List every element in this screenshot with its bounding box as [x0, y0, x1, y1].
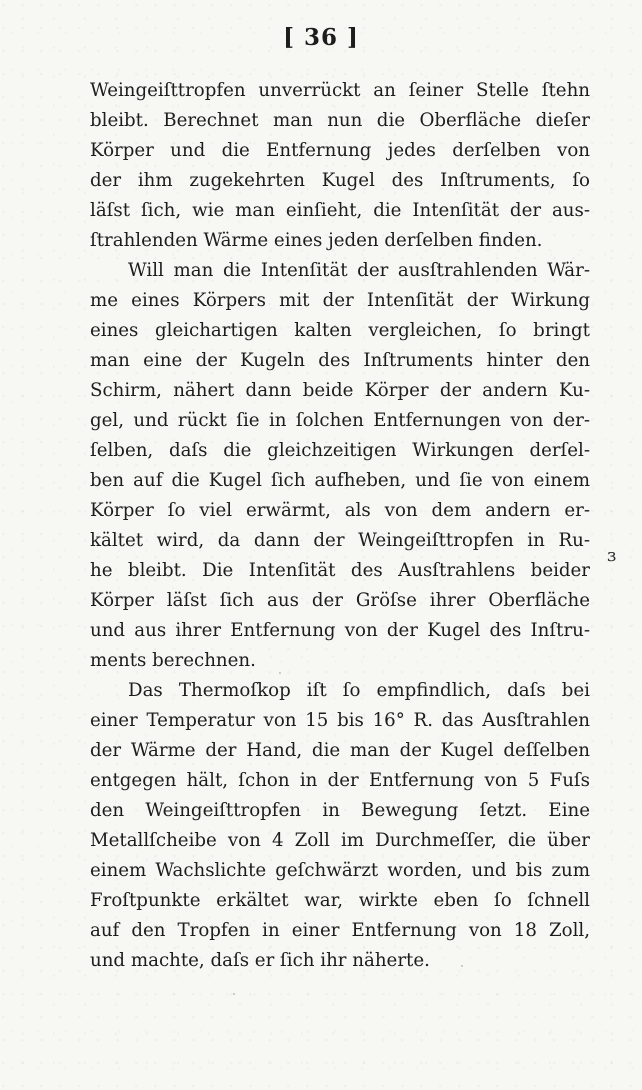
text-line: he bleibt. Die Intenſität des Ausſtrahlens beider	[90, 560, 590, 581]
text-line: Körper ſo viel erwärmt, als von dem andern er-	[90, 500, 590, 521]
text-line: Körper läſst ſich aus der Gröſse ihrer Oberfläche	[90, 590, 590, 611]
text-line: eines gleichartigen kalten vergleichen, ſo bringt	[90, 320, 590, 341]
ink-speck	[279, 672, 281, 674]
text-line: kältet wird, da dann der Weingeiſttropfen in Ru-	[90, 530, 590, 551]
text-line: man eine der Kugeln des Inſtruments hinter den	[90, 350, 590, 371]
text-line: Weingeiſttropfen unverrückt an ſeiner Stelle ſtehn	[90, 80, 590, 101]
body-text	[90, 76, 590, 976]
ink-speck	[548, 185, 550, 187]
text-line: Körper und die Entfernung jedes derſelben von	[90, 140, 590, 161]
ink-speck	[120, 118, 122, 120]
text-line: ments berechnen.	[90, 650, 256, 671]
text-line: Metallſcheibe von 4 Zoll im Durchmeſſer, die über	[90, 830, 590, 851]
text-line: Schirm, nähert dann beide Körper der andern Ku-	[90, 380, 590, 401]
text-line: einer Temperatur von 15 bis 16° R. das Ausſtrahlen	[90, 710, 590, 731]
ink-speck	[334, 325, 336, 327]
ink-speck	[233, 993, 235, 995]
text-line: auf den Tropfen in einer Entfernung von 18 Zoll,	[90, 920, 590, 941]
text-line: den Weingeiſttropfen in Bewegung ſetzt. Eine	[90, 800, 590, 821]
text-line: Froſtpunkte erkältet war, wirkte eben ſo ſchnell	[90, 890, 590, 911]
text-line: Das Thermoſkop iſt ſo empfindlich, daſs bei	[128, 680, 590, 701]
ink-speck	[461, 965, 463, 967]
text-line: und machte, daſs er ſich ihr näherte.	[90, 950, 430, 971]
text-line: bleibt. Berechnet man nun die Oberfläche dieſer	[90, 110, 590, 131]
margin-note: ɜ	[607, 545, 617, 566]
text-line: Will man die Intenſität der ausſtrahlenden Wär-	[128, 260, 590, 281]
page-number: [ 36 ]	[283, 24, 359, 51]
text-line: ben auf die Kugel ſich aufheben, und ſie von einem	[90, 470, 590, 491]
text-line: läſst ſich, wie man einſieht, die Intenſität der aus-	[90, 200, 590, 221]
text-line: ſtrahlenden Wärme eines jeden derſelben finden.	[90, 230, 543, 251]
text-line: entgegen hält, ſchon in der Entfernung von 5 Fuſs	[90, 770, 590, 791]
text-line: ſelben, daſs die gleichzeitigen Wirkungen derſel-	[90, 440, 590, 461]
text-line: der Wärme der Hand, die man der Kugel deſſelben	[90, 740, 590, 761]
text-line: einem Wachslichte geſchwärzt worden, und bis zum	[90, 860, 590, 881]
text-line: gel, und rückt ſie in ſolchen Entfernungen von der-	[90, 410, 590, 431]
text-line: der ihm zugekehrten Kugel des Inſtruments, ſo	[90, 170, 590, 191]
text-line: me eines Körpers mit der Intenſität der Wirkung	[90, 290, 590, 311]
text-line: und aus ihrer Entfernung von der Kugel des Inſtru-	[90, 620, 590, 641]
